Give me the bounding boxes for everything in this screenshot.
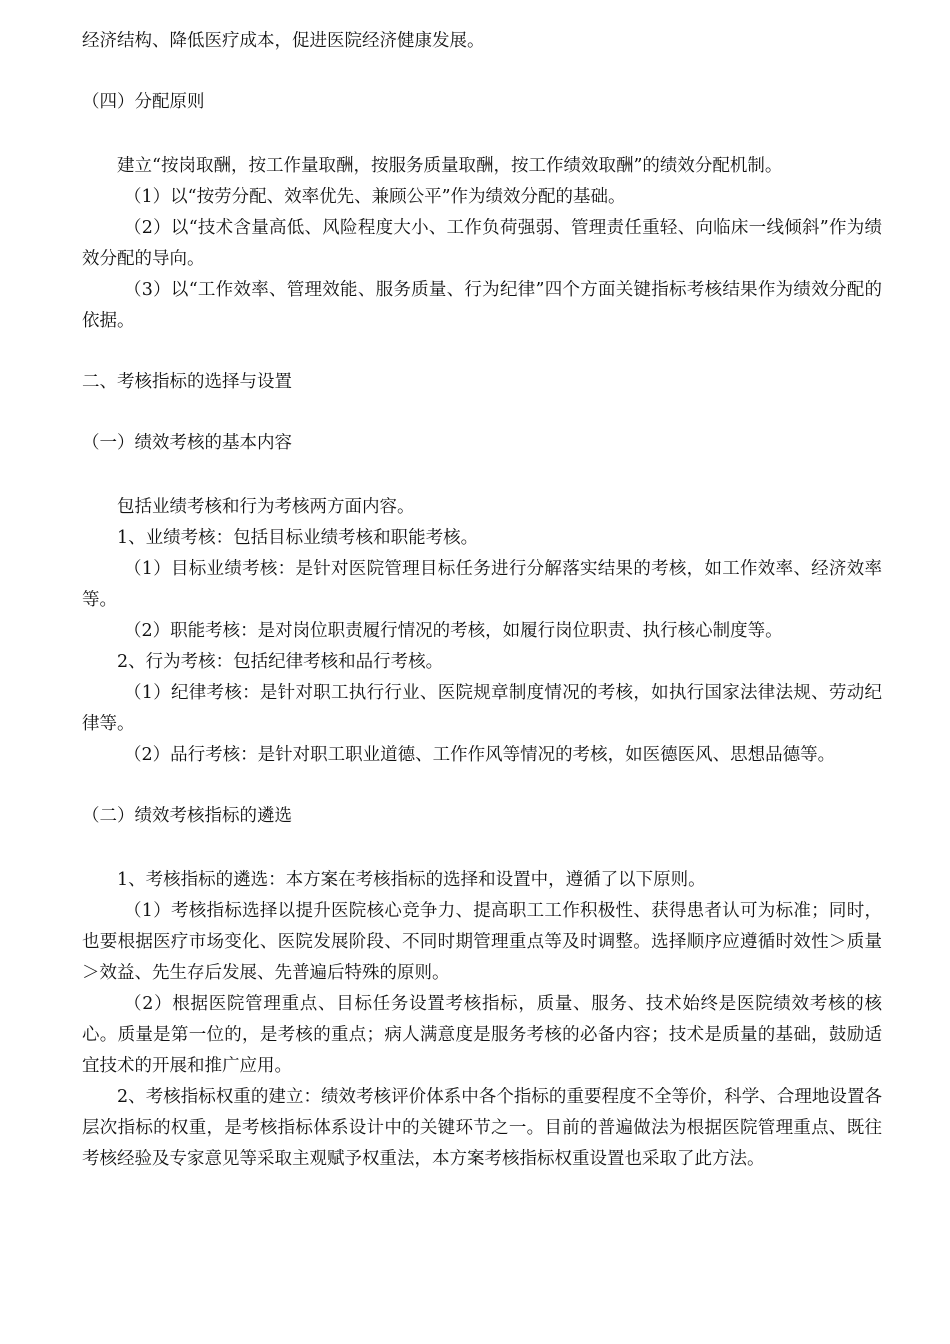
- list-item: （2）职能考核：是对岗位职责履行情况的考核，如履行岗位职责、执行核心制度等。: [124, 621, 783, 641]
- list-item: （1）以“按劳分配、效率优先、兼顾公平”作为绩效分配的基础。: [124, 187, 626, 207]
- paragraph: 建立“按岗取酬，按工作量取酬，按服务质量取酬，按工作绩效取酬”的绩效分配机制。: [117, 156, 783, 176]
- list-item: （2）以“技术含量高低、风险程度大小、工作负荷强弱、管理责任重轻、向临床一线倾斜”作为绩效分配的导向。: [82, 218, 882, 269]
- document-page: [82, 26, 882, 1175]
- paragraph: 包括业绩考核和行为考核两方面内容。: [117, 497, 415, 517]
- list-item: （3）以“工作效率、管理效能、服务质量、行为纪律”四个方面关键指标考核结果作为绩效分配的依据。: [82, 280, 882, 331]
- list-item: （1）目标业绩考核：是针对医院管理目标任务进行分解落实结果的考核，如工作效率、经济效率等。: [82, 559, 882, 610]
- list-item: 2、考核指标权重的建立：绩效考核评价体系中各个指标的重要程度不全等价，科学、合理地设置各层次指标的权重，是考核指标体系设计中的关键环节之一。目前的普遍做法为根据医院管理重点、既往考核经验及专家意见等采取主观赋予权重法，本方案考核指标权重设置也采取了此方法。: [82, 1087, 882, 1169]
- subsection-heading: （一）绩效考核的基本内容: [82, 433, 292, 453]
- list-item: （2）品行考核：是针对职工职业道德、工作作风等情况的考核，如医德医风、思想品德等。: [124, 745, 836, 765]
- subsection-heading: （二）绩效考核指标的遴选: [82, 806, 292, 826]
- list-item: （1）考核指标选择以提升医院核心竞争力、提高职工工作积极性、获得患者认可为标准；同时，也要根据医疗市场变化、医院发展阶段、不同时期管理重点等及时调整。选择顺序应遵循时效性＞质量＞效益、先生存后发展、先普遍后特殊的原则。: [82, 901, 882, 983]
- section-heading: 二、考核指标的选择与设置: [82, 372, 292, 392]
- list-item: 2、行为考核：包括纪律考核和品行考核。: [117, 652, 444, 672]
- list-item: 1、考核指标的遴选：本方案在考核指标的选择和设置中，遵循了以下原则。: [117, 870, 706, 890]
- paragraph: 经济结构、降低医疗成本，促进医院经济健康发展。: [82, 31, 485, 51]
- list-item: （2）根据医院管理重点、目标任务设置考核指标，质量、服务、技术始终是医院绩效考核的核心。质量是第一位的，是考核的重点；病人满意度是服务考核的必备内容；技术是质量的基础，鼓励适宜技术的开展和推广应用。: [82, 994, 882, 1076]
- list-item: （1）纪律考核：是针对职工执行行业、医院规章制度情况的考核，如执行国家法律法规、劳动纪律等。: [82, 683, 882, 734]
- section-heading: （四）分配原则: [82, 92, 205, 112]
- list-item: 1、业绩考核：包括目标业绩考核和职能考核。: [117, 528, 479, 548]
